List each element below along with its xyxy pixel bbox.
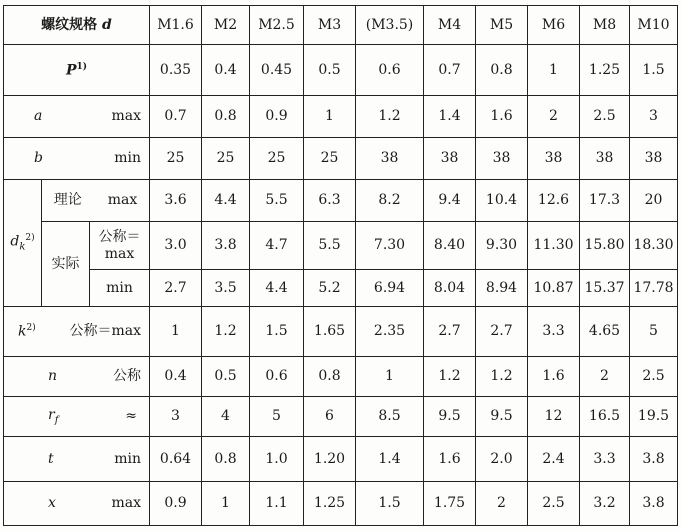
cell: 3.6 [150,180,202,222]
cell: 1.0 [250,437,304,482]
cell: 1 [356,357,424,397]
qualifier-rf: ≈ [125,408,137,425]
cell: 2.4 [528,437,580,482]
cell: 1.6 [424,437,476,482]
row-n [4,357,678,397]
cell: 1.2 [424,357,476,397]
cell: 1 [150,307,202,357]
subscript-dk: k [19,241,26,253]
cell: 3.2 [580,482,630,526]
cell: 2 [580,357,630,397]
row-label-b [4,138,150,180]
cell: 0.45 [250,45,304,96]
cell: 1.2 [476,357,528,397]
actual-max-qualifier [90,222,150,270]
cell: 0.4 [202,45,250,96]
cell: 38 [528,138,580,180]
cell: 25 [250,138,304,180]
cell: 0.8 [202,96,250,138]
col-header: M1.6 [150,6,202,45]
col-header: M10 [630,6,678,45]
col-header: M5 [476,6,528,45]
row-label-n [4,357,150,397]
cell: 1.75 [424,482,476,526]
actual-max-qualifier-line2: max [104,245,135,262]
cell: 2.7 [150,270,202,307]
cell: 12 [528,397,580,437]
cell: 2.5 [528,482,580,526]
symbol-b: b [34,150,43,167]
theory-qualifier: max [107,192,138,209]
cell: 3 [150,397,202,437]
header-row [4,6,678,45]
symbol-k-wrap [18,323,36,340]
cell: 10.87 [528,270,580,307]
cell: 4.4 [202,180,250,222]
cell: 8.04 [424,270,476,307]
row-label-k [4,307,150,357]
cell: 5.5 [250,180,304,222]
col-header: M8 [580,6,630,45]
actual-label: 实际 [42,222,90,307]
row-rf [4,397,678,437]
cell: 38 [630,138,678,180]
cell: 3 [630,96,678,138]
row-label-t [4,437,150,482]
cell: 1.4 [356,437,424,482]
cell: 1 [304,96,356,138]
row-label-dk [4,180,42,307]
cell: 0.8 [476,45,528,96]
actual-min-qualifier: min [90,270,150,307]
cell: 4 [202,397,250,437]
qualifier-x: max [111,495,141,512]
row-a [4,96,678,138]
thread-size-symbol: d [102,16,112,33]
cell: 0.5 [202,357,250,397]
cell: 3.5 [202,270,250,307]
cell: 2.7 [424,307,476,357]
qualifier-t: min [114,450,141,467]
cell: 38 [356,138,424,180]
cell: 0.64 [150,437,202,482]
row-x [4,482,678,526]
row-t [4,437,678,482]
cell: 3.8 [202,222,250,270]
col-header: M2.5 [250,6,304,45]
cell: 12.6 [528,180,580,222]
cell: 0.8 [304,357,356,397]
cell: 8.2 [356,180,424,222]
cell: 6.94 [356,270,424,307]
cell: 0.4 [150,357,202,397]
row-label-p [4,45,150,96]
cell: 5 [630,307,678,357]
col-header: M4 [424,6,476,45]
cell: 19.5 [630,397,678,437]
row-label-a [4,96,150,138]
cell: 5.2 [304,270,356,307]
cell: 0.5 [304,45,356,96]
cell: 11.30 [528,222,580,270]
cell: 1.4 [424,96,476,138]
cell: 1.65 [304,307,356,357]
cell: 9.30 [476,222,528,270]
cell: 2 [476,482,528,526]
cell: 2.5 [630,357,678,397]
cell: 2.5 [580,96,630,138]
cell: 1 [528,45,580,96]
note-k: 2) [26,323,36,334]
cell: 0.8 [202,437,250,482]
cell: 3.8 [630,482,678,526]
cell: 25 [202,138,250,180]
cell: 2 [528,96,580,138]
cell: 1.6 [528,357,580,397]
symbol-n: n [48,368,58,385]
dk-theory-label [42,180,150,222]
cell: 18.30 [630,222,678,270]
symbol-p: P [65,62,77,79]
cell: 0.35 [150,45,202,96]
cell: 6 [304,397,356,437]
cell: 1.5 [356,482,424,526]
cell: 1.6 [476,96,528,138]
row-dk-actual-min [4,270,678,307]
cell: 15.37 [580,270,630,307]
cell: 2.7 [476,307,528,357]
cell: 3.8 [630,437,678,482]
cell: 0.6 [356,45,424,96]
cell: 0.7 [150,96,202,138]
cell: 9.4 [424,180,476,222]
qualifier-b: min [114,150,141,167]
col-header: M6 [528,6,580,45]
cell: 25 [304,138,356,180]
qualifier-n: 公称 [113,368,141,385]
cell: 15.80 [580,222,630,270]
cell: 5.5 [304,222,356,270]
symbol-t: t [48,450,54,467]
row-b [4,138,678,180]
cell: 1.1 [250,482,304,526]
symbol-k: k [18,323,27,340]
symbol-rf-wrap [48,407,58,426]
cell: 3.3 [580,437,630,482]
qualifier-k: 公称＝max [69,323,141,340]
cell: 8.5 [356,397,424,437]
cell: 0.9 [250,96,304,138]
cell: 2.35 [356,307,424,357]
cell: 5 [250,397,304,437]
cell: 1.25 [580,45,630,96]
cell: 16.5 [580,397,630,437]
cell: 3.3 [528,307,580,357]
cell: 1.20 [304,437,356,482]
row-label-rf [4,397,150,437]
cell: 9.5 [424,397,476,437]
cell: 3.0 [150,222,202,270]
cell: 20 [630,180,678,222]
note-p: 1) [76,61,88,72]
cell: 1.5 [630,45,678,96]
cell: 10.4 [476,180,528,222]
cell: 0.9 [150,482,202,526]
cell: 9.5 [476,397,528,437]
symbol-rf: r [48,406,55,423]
cell: 4.7 [250,222,304,270]
row-k [4,307,678,357]
row-label-x [4,482,150,526]
cell: 1.25 [304,482,356,526]
cell: 8.94 [476,270,528,307]
row-dk-actual-max [4,222,678,270]
cell: 38 [476,138,528,180]
cell: 38 [580,138,630,180]
cell: 17.78 [630,270,678,307]
cell: 2.0 [476,437,528,482]
cell: 25 [150,138,202,180]
cell: 1.2 [356,96,424,138]
thread-spec-table [3,5,678,526]
row-dk-theory [4,180,678,222]
cell: 4.65 [580,307,630,357]
symbol-dk: d [10,233,20,250]
cell: 38 [424,138,476,180]
cell: 1 [202,482,250,526]
thread-size-header [4,6,150,45]
cell: 7.30 [356,222,424,270]
thread-size-label: 螺纹规格 [41,16,98,33]
cell: 1.2 [202,307,250,357]
cell: 0.7 [424,45,476,96]
symbol-x: x [48,495,56,512]
note-dk: 2) [25,233,35,244]
row-p [4,45,678,96]
cell: 0.6 [250,357,304,397]
subscript-rf: f [54,414,59,426]
cell: 17.3 [580,180,630,222]
cell: 6.3 [304,180,356,222]
symbol-a: a [34,108,43,125]
cell: 4.4 [250,270,304,307]
cell: 1.5 [250,307,304,357]
actual-max-qualifier-line1: 公称＝ [98,229,141,246]
col-header: M3 [304,6,356,45]
cell: 8.40 [424,222,476,270]
col-header: M2 [202,6,250,45]
col-header: (M3.5) [356,6,424,45]
theory-label: 理论 [53,192,82,209]
qualifier-a: max [111,108,141,125]
